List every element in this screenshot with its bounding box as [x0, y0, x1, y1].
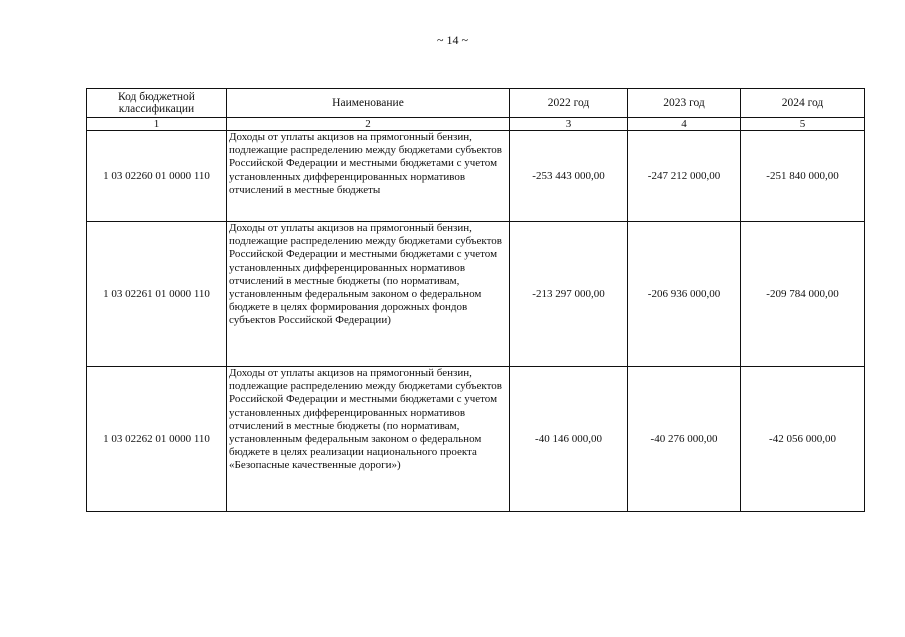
row-code: 1 03 02261 01 0000 110	[87, 222, 227, 367]
row-value-2023: -206 936 000,00	[628, 222, 741, 367]
column-number: 2	[227, 118, 510, 131]
row-value-2022: -213 297 000,00	[510, 222, 628, 367]
header-2023: 2023 год	[628, 89, 741, 118]
header-code: Код бюджетной классификации	[87, 89, 227, 118]
column-number: 4	[628, 118, 741, 131]
column-number: 1	[87, 118, 227, 131]
row-value-2023: -40 276 000,00	[628, 367, 741, 512]
row-value-2022: -253 443 000,00	[510, 131, 628, 222]
header-2024: 2024 год	[741, 89, 865, 118]
header-row	[87, 89, 865, 118]
row-name: Доходы от уплаты акцизов на прямогонный бензин, подлежащие распределению между бюджетами субъектов Российской Федерации и местными бюджетами с учетом установленных дифференцированных нормативов отчислений в местные бюджеты	[227, 131, 510, 222]
row-value-2023: -247 212 000,00	[628, 131, 741, 222]
row-value-2024: -251 840 000,00	[741, 131, 865, 222]
page-number: ~ 14 ~	[437, 33, 468, 47]
row-value-2024: -42 056 000,00	[741, 367, 865, 512]
row-name: Доходы от уплаты акцизов на прямогонный бензин, подлежащие распределению между бюджетами субъектов Российской Федерации и местными бюджетами с учетом установленных дифференцированных нормативов отчислений в местные бюджеты (по нормативам, установленным федеральным законом о федеральном бюджете в целях формирования дорожных фондов субъектов Российской Федерации)	[227, 222, 510, 367]
header-2022: 2022 год	[510, 89, 628, 118]
row-code: 1 03 02260 01 0000 110	[87, 131, 227, 222]
budget-table	[86, 88, 865, 512]
row-value-2024: -209 784 000,00	[741, 222, 865, 367]
row-code: 1 03 02262 01 0000 110	[87, 367, 227, 512]
header-name: Наименование	[227, 89, 510, 118]
table-row	[87, 367, 865, 512]
row-value-2022: -40 146 000,00	[510, 367, 628, 512]
table-row	[87, 131, 865, 222]
column-number-row	[87, 118, 865, 131]
table-row	[87, 222, 865, 367]
row-name: Доходы от уплаты акцизов на прямогонный бензин, подлежащие распределению между бюджетами субъектов Российской Федерации и местными бюджетами с учетом установленных дифференцированных нормативов отчислений в местные бюджеты (по нормативам, установленным федеральным законом о федеральном бюджете в целях реализации национального проекта «Безопасные качественные дороги»)	[227, 367, 510, 512]
column-number: 3	[510, 118, 628, 131]
column-number: 5	[741, 118, 865, 131]
